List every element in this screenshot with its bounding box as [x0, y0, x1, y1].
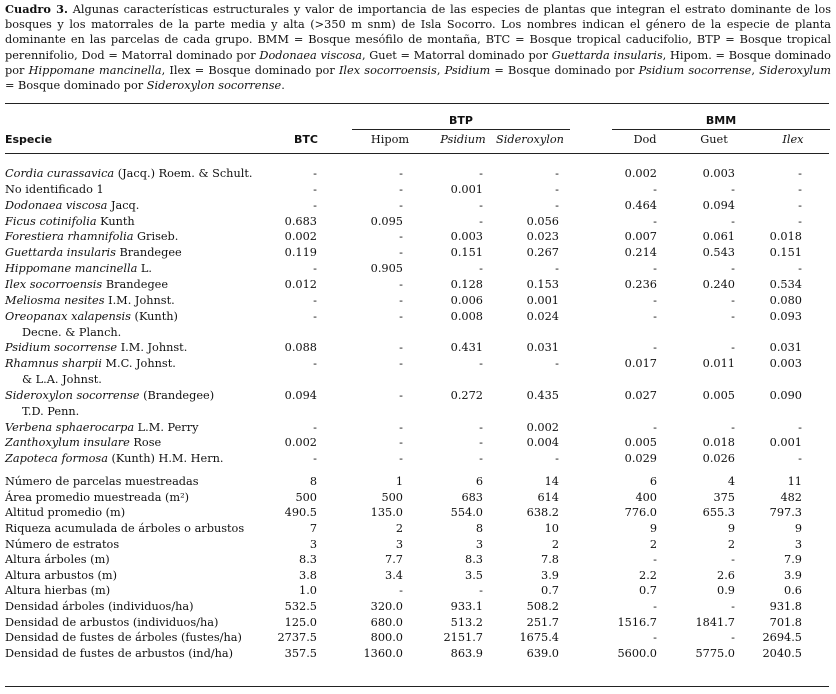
- table-cell-value: -: [313, 357, 317, 371]
- table-cell-value: 0.026: [702, 452, 735, 466]
- btp-group-rule: [352, 129, 570, 130]
- table-cell-value: 8: [309, 475, 317, 489]
- table-cell-value: 4: [727, 475, 735, 489]
- caption-text: Algunas características estructurales y valor de importancia de las especies de plantas que integran el estrato dominante de los bosques y los matorrales de la parte media y alta (>350 m snm) de Isla Socorro. Los nombres indican el género de la especie de planta dominante en las parcelas de cada grupo. BMM = Bosque mesófilo de montaña, BTC = Bosque tropical caducifolio, BTP = Bosque tropical perennifolio, Dod = Matorral dominado por: [5, 3, 831, 62]
- table-cell-value: 0.002: [284, 436, 317, 450]
- table-cell-value: -: [731, 309, 735, 323]
- structure-label: Densidad de arbustos (individuos/ha): [5, 615, 219, 629]
- species-author: (Kunth): [130, 309, 178, 323]
- caption-text: = Bosque dominado por: [5, 79, 147, 93]
- table-cell-value: -: [731, 599, 735, 613]
- table-cell-value: -: [653, 214, 657, 228]
- table-cell-value: -: [399, 341, 403, 355]
- table-cell-value: -: [399, 309, 403, 323]
- species-genus: Oreopanax xalapensis: [5, 309, 131, 323]
- table-cell-value: 3.5: [465, 568, 483, 582]
- table-cell-value: 14: [544, 475, 559, 489]
- table-cell-value: 0.236: [624, 277, 657, 291]
- table-cell-value: -: [399, 182, 403, 196]
- table-cell-value: -: [653, 262, 657, 276]
- table-cell-value: -: [313, 293, 317, 307]
- table-cell-value: -: [653, 309, 657, 323]
- table-cell-value: -: [479, 214, 483, 228]
- table-cell-value: 0.029: [624, 452, 657, 466]
- table-cell-value: 0.004: [526, 436, 559, 450]
- species-name: [5, 388, 214, 403]
- table-cell-value: 0.002: [284, 230, 317, 244]
- table-cell-value: 320.0: [370, 599, 403, 613]
- table-cell-value: 6: [649, 475, 657, 489]
- caption-italic: Hippomane mancinella: [28, 63, 162, 77]
- table-cell-value: 400: [635, 490, 657, 504]
- table-cell-value: -: [479, 584, 483, 598]
- table-cell-value: -: [798, 167, 802, 180]
- table-cell-value: 3.4: [385, 568, 403, 582]
- table-cell-value: -: [798, 198, 802, 212]
- species-author: No identificado 1: [5, 182, 104, 196]
- structure-label: Densidad de fustes de arbustos (ind/ha): [5, 646, 234, 660]
- table-cell-value: 2: [551, 537, 559, 551]
- table-cell-value: 0.005: [624, 436, 657, 450]
- caption-text: , Guet = Matorral dominado por: [361, 48, 552, 62]
- table-cell-value: 800.0: [370, 631, 403, 645]
- table-cell-value: 0.061: [702, 230, 735, 244]
- caption-text: ,: [751, 63, 760, 77]
- table-cell-value: -: [798, 214, 802, 228]
- table-cell-value: -: [479, 357, 483, 371]
- table-cell-value: 0.7: [541, 584, 559, 598]
- table-cell-value: -: [399, 452, 403, 466]
- table-cell-value: 0.002: [526, 420, 559, 434]
- table-cell-value: -: [399, 246, 403, 260]
- caption-text: , Ilex = Bosque dominado por: [161, 63, 339, 77]
- table-cell-value: 513.2: [450, 615, 483, 629]
- table-cell-value: -: [731, 214, 735, 228]
- table-cell-value: -: [399, 436, 403, 450]
- species-name: [5, 451, 224, 466]
- table-cell-value: -: [479, 198, 483, 212]
- table-cell-value: 7.9: [784, 553, 802, 567]
- caption-italic: Guettarda insularis: [551, 48, 663, 62]
- bmm-group-rule: [612, 129, 830, 130]
- table-cell-value: 0.214: [624, 246, 657, 260]
- column-header-psidium: Psidium: [440, 133, 486, 146]
- species-name: [5, 245, 182, 260]
- table-cell-value: 0.240: [702, 277, 735, 291]
- table-cell-value: 0.272: [450, 388, 483, 402]
- species-genus: Forestiera rhamnifolia: [5, 230, 134, 244]
- column-header-ilex: Ilex: [782, 133, 804, 146]
- column-header-btc: BTC: [294, 133, 318, 146]
- table-cell-value: -: [798, 452, 802, 466]
- caption-text: = Bosque dominado por: [490, 63, 639, 77]
- table-cell-value: -: [653, 553, 657, 567]
- table-cell-value: -: [731, 182, 735, 196]
- table-cell-value: 0.003: [450, 230, 483, 244]
- caption-italic: Sideroxylon socorrense: [146, 79, 282, 93]
- species-author: Kunth: [96, 214, 135, 228]
- table-cell-value: -: [313, 262, 317, 276]
- species-author: Brandegee: [115, 246, 182, 260]
- table-cell-value: 0.464: [624, 198, 657, 212]
- species-name: [5, 198, 139, 213]
- table-cell-value: 0.905: [370, 262, 403, 276]
- table-cell-value: 863.9: [450, 646, 483, 660]
- table-cell-value: 1516.7: [617, 615, 657, 629]
- table-cell-value: -: [399, 277, 403, 291]
- table-cell-value: -: [731, 420, 735, 434]
- table-cell-value: -: [653, 631, 657, 645]
- table-cell-value: 683: [461, 490, 483, 504]
- table-cell-value: 0.011: [702, 357, 735, 371]
- table-cell-value: 10: [544, 521, 559, 535]
- table-cell-value: -: [399, 584, 403, 598]
- table-cell-value: 0.003: [769, 357, 802, 371]
- species-author: I.M. Johnst.: [117, 341, 188, 355]
- group-header-bmm: BMM: [705, 114, 737, 127]
- table-cell-value: 1: [395, 475, 403, 489]
- table-cell-value: 8.3: [299, 553, 317, 567]
- species-genus: Verbena sphaerocarpa: [5, 420, 135, 434]
- table-cell-value: 1675.4: [519, 631, 559, 645]
- table-cell-value: 655.3: [702, 506, 735, 520]
- table-cell-value: -: [399, 388, 403, 402]
- species-genus: Sideroxylon socorrense: [5, 388, 140, 402]
- table-cell-value: -: [555, 182, 559, 196]
- caption-italic: Ilex socorroensis: [338, 63, 437, 77]
- table-cell-value: -: [313, 452, 317, 466]
- table-cell-value: 0.153: [526, 277, 559, 291]
- table-cell-value: -: [399, 167, 403, 180]
- table-cell-value: 3: [475, 537, 483, 551]
- table-cell-value: 0.005: [702, 388, 735, 402]
- table-cell-value: 0.018: [769, 230, 802, 244]
- caption-text: ,: [436, 63, 445, 77]
- table-cell-value: 0.024: [526, 309, 559, 323]
- species-author: L.: [137, 262, 153, 276]
- table-cell-value: 3.9: [784, 568, 802, 582]
- table-cell-value: -: [399, 420, 403, 434]
- table-cell-value: 0.094: [702, 198, 735, 212]
- column-header-hipom: Hipom: [370, 133, 410, 146]
- table-cell-value: 0.128: [450, 277, 483, 291]
- table-cell-value: 500: [295, 490, 317, 504]
- table-cell-value: 0.095: [370, 214, 403, 228]
- species-name: [5, 309, 178, 324]
- species-genus: Ilex socorroensis: [5, 277, 103, 291]
- table-cell-value: 931.8: [769, 599, 802, 613]
- table-cell-value: 375: [713, 490, 735, 504]
- structure-label: Altura arbustos (m): [5, 568, 118, 582]
- table-cell-value: 0.9: [717, 584, 735, 598]
- table-cell-value: 251.7: [526, 615, 559, 629]
- table-cell-value: -: [653, 182, 657, 196]
- table-cell-value: 0.003: [702, 167, 735, 180]
- table-cell-value: 0.7: [639, 584, 657, 598]
- table-cell-value: -: [479, 452, 483, 466]
- table-cell-value: -: [313, 420, 317, 434]
- table-cell-value: 0.543: [702, 246, 735, 260]
- table-cell-value: 0.007: [624, 230, 657, 244]
- table-cell-value: -: [479, 436, 483, 450]
- table-cell-value: -: [399, 293, 403, 307]
- table-cell-value: 1.0: [299, 584, 317, 598]
- caption-text: , Hipom. = Bosque dominado por: [5, 48, 831, 77]
- table-cell-value: -: [653, 341, 657, 355]
- table-cell-value: 0.119: [284, 246, 317, 260]
- species-author: Jacq.: [107, 198, 140, 212]
- table-cell-value: 2040.5: [762, 646, 802, 660]
- table-cell-value: 532.5: [284, 599, 317, 613]
- table-cell-value: 2694.5: [762, 631, 802, 645]
- table-cell-value: -: [313, 198, 317, 212]
- table-cell-value: -: [555, 198, 559, 212]
- species-name: [5, 277, 168, 292]
- table-cell-value: -: [653, 293, 657, 307]
- table-cell-value: -: [653, 599, 657, 613]
- table-cell-value: 701.8: [769, 615, 802, 629]
- structure-label: Número de parcelas muestreadas: [5, 475, 199, 489]
- table-cell-value: 0.001: [769, 436, 802, 450]
- table-cell-value: 490.5: [284, 506, 317, 520]
- table-caption: [5, 2, 831, 93]
- structure-label: Densidad árboles (individuos/ha): [5, 599, 194, 613]
- table-cell-value: 680.0: [370, 615, 403, 629]
- species-name: [5, 229, 178, 244]
- table-cell-value: 9: [794, 521, 802, 535]
- table-cell-value: 0.006: [450, 293, 483, 307]
- species-name: [5, 420, 199, 435]
- structure-label: Área promedio muestreada (m²): [5, 490, 190, 504]
- table-cell-value: 933.1: [450, 599, 483, 613]
- table-cell-value: 3.8: [299, 568, 317, 582]
- table-cell-value: 614: [537, 490, 559, 504]
- table-cell-value: 5775.0: [695, 646, 735, 660]
- column-header-guet: Guet: [700, 133, 728, 146]
- table-cell-value: 3: [395, 537, 403, 551]
- table-cell-value: 554.0: [450, 506, 483, 520]
- table-cell-value: 357.5: [284, 646, 317, 660]
- table-cell-value: -: [731, 553, 735, 567]
- table-cell-value: 0.031: [769, 341, 802, 355]
- caption-italic: Psidium: [444, 63, 491, 77]
- table-cell-value: 0.008: [450, 309, 483, 323]
- structure-label: Altura hierbas (m): [5, 584, 111, 598]
- table-cell-value: 0.6: [784, 584, 802, 598]
- species-genus: Rhamnus sharpii: [5, 357, 102, 371]
- table-cell-value: -: [479, 262, 483, 276]
- table-top-rule: [5, 103, 829, 104]
- species-name: [5, 214, 135, 229]
- table-cell-value: 0.001: [450, 182, 483, 196]
- table-cell-value: 3: [794, 537, 802, 551]
- species-author: (Brandegee): [139, 388, 215, 402]
- table-cell-value: 0.534: [769, 277, 802, 291]
- table-cell-value: -: [798, 420, 802, 434]
- table-cell-value: -: [399, 357, 403, 371]
- species-author: (Jacq.) Roem. & Schult.: [114, 167, 253, 180]
- table-cell-value: 0.056: [526, 214, 559, 228]
- table-cell-value: -: [731, 293, 735, 307]
- caption-italic: Psidium socorrense: [638, 63, 752, 77]
- table-bottom-rule: [5, 686, 829, 687]
- table-cell-value: 0.080: [769, 293, 802, 307]
- table-cell-value: -: [555, 167, 559, 180]
- table-cell-value: 8: [475, 521, 483, 535]
- species-name: [5, 182, 104, 197]
- table-cell-value: 0.031: [526, 341, 559, 355]
- structure-label: Altura árboles (m): [5, 553, 110, 567]
- table-cell-value: -: [313, 309, 317, 323]
- column-header-dod: Dod: [633, 133, 657, 146]
- table-cell-value: -: [399, 198, 403, 212]
- caption-label: Cuadro 3.: [5, 2, 68, 16]
- species-author: (Kunth) H.M. Hern.: [107, 452, 224, 466]
- table-cell-value: 0.435: [526, 388, 559, 402]
- species-author: M.C. Johnst.: [101, 357, 176, 371]
- header-bottom-rule: [5, 153, 829, 154]
- table-cell-value: -: [798, 262, 802, 276]
- species-author-continued: & L.A. Johnst.: [22, 373, 102, 387]
- table-cell-value: 6: [475, 475, 483, 489]
- table-cell-value: 797.3: [769, 506, 802, 520]
- species-name: [5, 293, 175, 308]
- table-cell-value: 500: [381, 490, 403, 504]
- table-cell-value: 1360.0: [363, 646, 403, 660]
- table-cell-value: 0.431: [450, 341, 483, 355]
- structure-label: Número de estratos: [5, 537, 120, 551]
- table-cell-value: 0.023: [526, 230, 559, 244]
- table-cell-value: 7: [309, 521, 317, 535]
- species-genus: Dodonaea viscosa: [5, 198, 108, 212]
- species-author: Griseb.: [133, 230, 179, 244]
- table-cell-value: 1841.7: [695, 615, 735, 629]
- table-cell-value: -: [555, 357, 559, 371]
- table-cell-value: 0.012: [284, 277, 317, 291]
- structure-label: Altitud promedio (m): [5, 506, 126, 520]
- table-cell-value: 2.2: [639, 568, 657, 582]
- table-cell-value: 638.2: [526, 506, 559, 520]
- table-cell-value: -: [555, 452, 559, 466]
- table-cell-value: 7.8: [541, 553, 559, 567]
- species-author: L.M. Perry: [134, 420, 199, 434]
- table-cell-value: 2: [649, 537, 657, 551]
- species-author: Brandegee: [102, 277, 169, 291]
- species-author-continued: Decne. & Planch.: [22, 325, 122, 339]
- species-name: [5, 166, 252, 181]
- table-cell-value: 0.088: [284, 341, 317, 355]
- table-cell-value: 2: [727, 537, 735, 551]
- table-cell-value: 2: [395, 521, 403, 535]
- caption-text: .: [281, 79, 285, 93]
- species-author: Rose: [129, 436, 162, 450]
- table-cell-value: 0.267: [526, 246, 559, 260]
- table-cell-value: 776.0: [624, 506, 657, 520]
- structure-label: Riqueza acumulada de árboles o arbustos: [5, 521, 245, 535]
- species-name: [5, 340, 187, 355]
- table-cell-value: -: [555, 262, 559, 276]
- species-genus: Ficus cotinifolia: [5, 214, 97, 228]
- table-cell-value: 0.683: [284, 214, 317, 228]
- table-cell-value: -: [313, 182, 317, 196]
- caption-italic: Sideroxylum: [759, 63, 831, 77]
- table-cell-value: 0.018: [702, 436, 735, 450]
- group-header-btp: BTP: [449, 114, 473, 127]
- table-cell-value: 0.017: [624, 357, 657, 371]
- caption-italic: Dodonaea viscosa: [259, 48, 362, 62]
- table-cell-value: -: [479, 420, 483, 434]
- table-cell-value: 508.2: [526, 599, 559, 613]
- species-name: [5, 261, 152, 276]
- species-genus: Meliosma nesites: [5, 293, 105, 307]
- table-cell-value: -: [313, 167, 317, 180]
- species-author-continued: T.D. Penn.: [22, 404, 80, 418]
- column-header-sideroxylon: Sideroxylon: [496, 133, 564, 146]
- table-cell-value: 8.3: [465, 553, 483, 567]
- table-cell-value: -: [653, 420, 657, 434]
- table-cell-value: 0.027: [624, 388, 657, 402]
- table-cell-value: 0.151: [450, 246, 483, 260]
- table-cell-value: 5600.0: [617, 646, 657, 660]
- table-cell-value: -: [399, 230, 403, 244]
- table-cell-value: 2.6: [717, 568, 735, 582]
- table-cell-value: 125.0: [284, 615, 317, 629]
- table-cell-value: 9: [649, 521, 657, 535]
- species-name: [5, 435, 161, 450]
- table-cell-value: 3: [309, 537, 317, 551]
- species-genus: Hippomane mancinella: [5, 262, 138, 276]
- table-cell-value: 3.9: [541, 568, 559, 582]
- species-genus: Zapoteca formosa: [5, 452, 108, 466]
- column-header-especie: Especie: [5, 133, 53, 146]
- table-cell-value: 0.093: [769, 309, 802, 323]
- table-cell-value: 0.001: [526, 293, 559, 307]
- table-cell-value: 0.094: [284, 388, 317, 402]
- table-cell-value: 2151.7: [443, 631, 483, 645]
- table-cell-value: 9: [727, 521, 735, 535]
- species-genus: Psidium socorrense: [5, 341, 118, 355]
- table-cell-value: -: [731, 341, 735, 355]
- structure-label: Densidad de fustes de árboles (fustes/ha): [5, 631, 242, 645]
- species-author: I.M. Johnst.: [104, 293, 175, 307]
- table-cell-value: -: [731, 631, 735, 645]
- table-cell-value: 0.002: [624, 167, 657, 180]
- table-cell-value: 11: [787, 475, 802, 489]
- species-genus: Cordia curassavica: [5, 167, 115, 180]
- table-cell-value: -: [479, 167, 483, 180]
- table-cell-value: 482: [780, 490, 802, 504]
- species-genus: Zanthoxylum insulare: [5, 436, 130, 450]
- table-cell-value: 7.7: [385, 553, 403, 567]
- table-cell-value: 639.0: [526, 646, 559, 660]
- species-name: [5, 356, 176, 371]
- table-cell-value: 135.0: [370, 506, 403, 520]
- species-genus: Guettarda insularis: [5, 246, 116, 260]
- table-cell-value: -: [798, 182, 802, 196]
- table-cell-value: 2737.5: [277, 631, 317, 645]
- table-cell-value: 0.151: [769, 246, 802, 260]
- table-cell-value: 0.090: [769, 388, 802, 402]
- table-cell-value: -: [731, 262, 735, 276]
